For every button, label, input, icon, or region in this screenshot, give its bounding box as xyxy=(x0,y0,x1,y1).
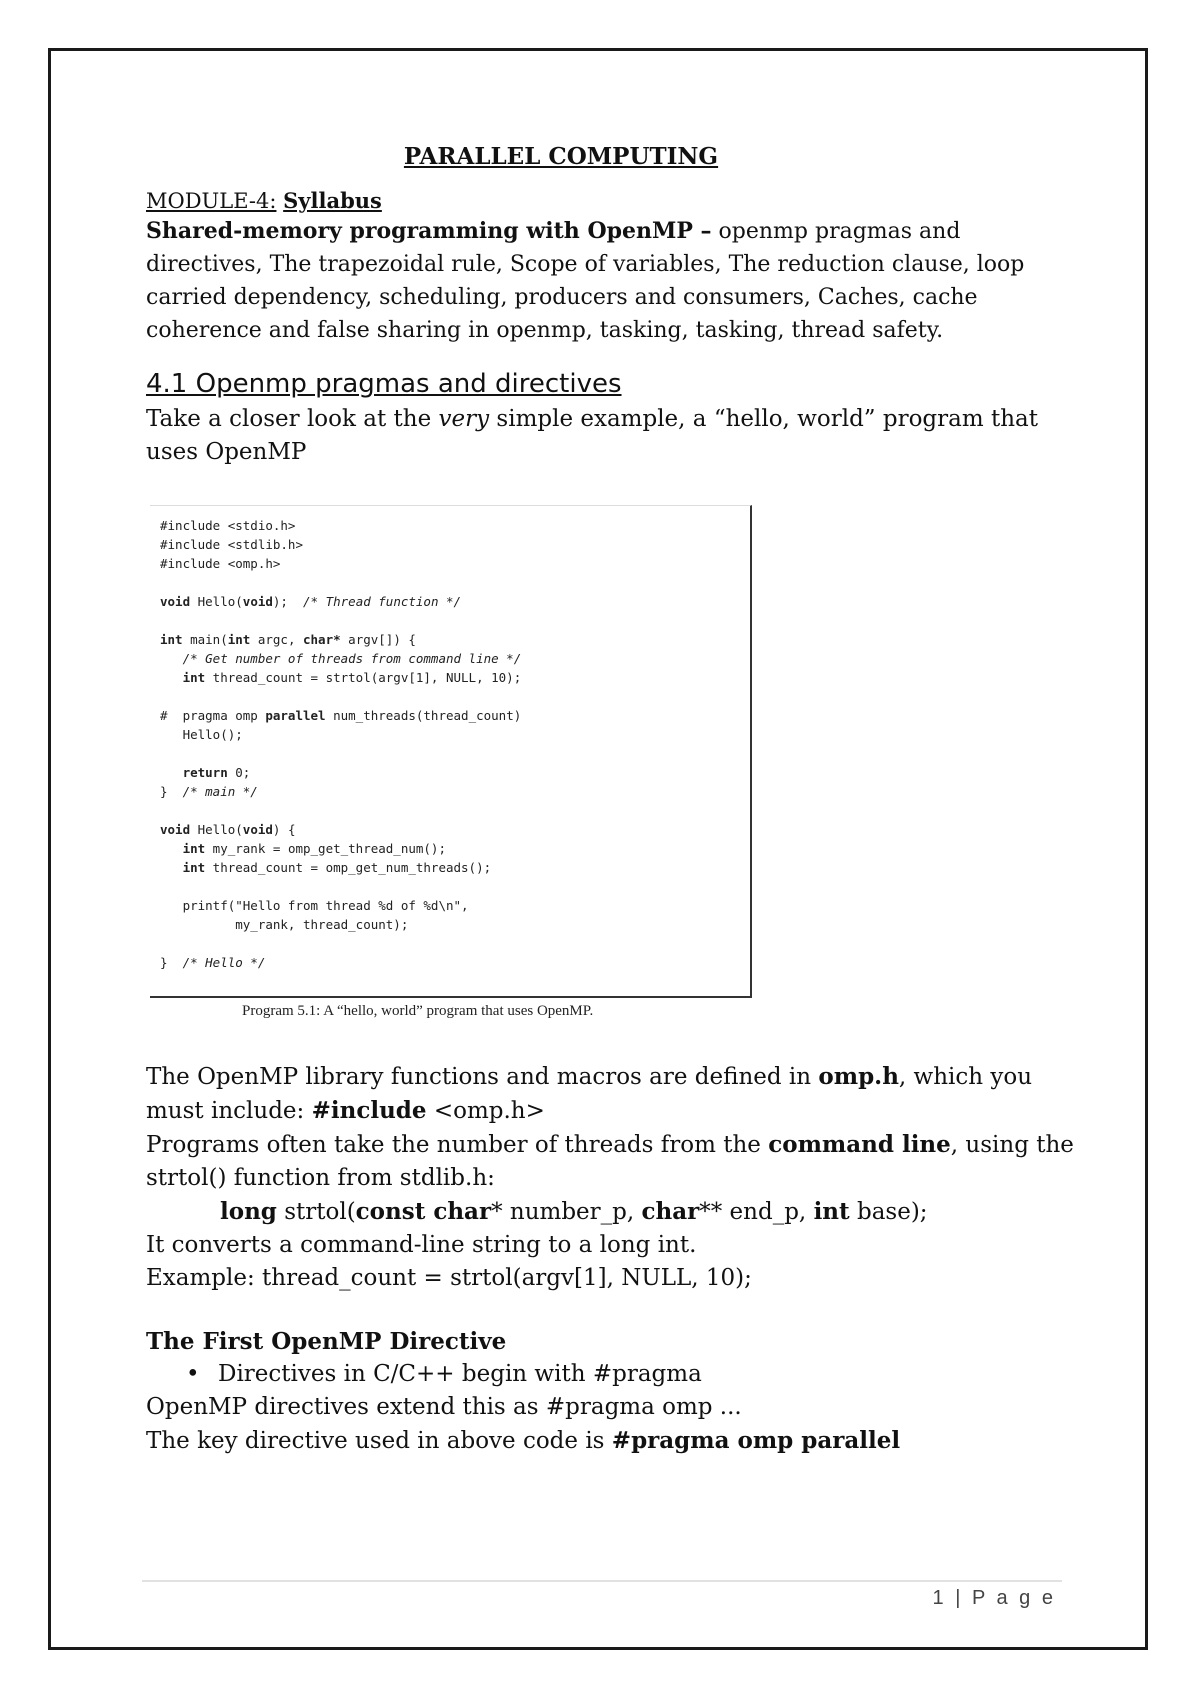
code-text: ) { xyxy=(272,822,296,837)
code-line: #include <stdio.h> xyxy=(160,518,296,533)
p1-text-c: <omp.h> xyxy=(426,1098,545,1124)
figure-caption: Program 5.1: A “hello, world” program that uses OpenMP. xyxy=(242,1003,594,1019)
sig-text-b: * number_p, xyxy=(491,1199,642,1225)
code-line: #include <stdlib.h> xyxy=(160,537,303,552)
sig-const: const char xyxy=(355,1198,492,1225)
code-comment: /* Get number of threads from command line */ xyxy=(160,651,522,666)
sig-text-a: strtol( xyxy=(276,1199,356,1225)
sig-text-d: base); xyxy=(849,1199,928,1225)
convert-paragraph: It converts a command-line string to a long int. xyxy=(146,1232,697,1258)
code-keyword: return xyxy=(160,765,228,780)
code-text: main( xyxy=(182,632,228,647)
code-comment: /* main */ xyxy=(182,784,258,799)
module-syllabus: Syllabus xyxy=(283,188,382,213)
key-directive-paragraph xyxy=(146,1424,1076,1458)
page-number: 1 xyxy=(932,1587,947,1609)
sig-long: long xyxy=(220,1198,277,1225)
syllabus-topic: Shared-memory programming with OpenMP – xyxy=(146,218,712,244)
intro-paragraph xyxy=(146,403,1076,469)
document-body xyxy=(146,140,1076,1458)
strtol-signature xyxy=(146,1195,1076,1229)
p2-text-a: Programs often take the number of threads from the xyxy=(146,1132,769,1158)
extend-paragraph: OpenMP directives extend this as #pragma omp ... xyxy=(146,1394,742,1420)
code-listing xyxy=(160,516,521,972)
code-line: #include <omp.h> xyxy=(160,556,281,571)
page-label: P a g e xyxy=(971,1587,1056,1609)
sig-text-c: ** end_p, xyxy=(699,1199,814,1225)
subsection-heading: The First OpenMP Directive xyxy=(146,1328,507,1355)
p1-text-a: The OpenMP library functions and macros are defined in xyxy=(146,1064,819,1090)
code-comment: /* Hello */ xyxy=(182,955,266,970)
p2-bold: command line xyxy=(768,1131,951,1158)
p1-text-b: , which you must include: xyxy=(146,1064,1033,1124)
code-text: } xyxy=(160,955,183,970)
code-keyword: void xyxy=(160,594,191,609)
bullet-icon: • xyxy=(186,1361,200,1387)
syllabus-text: openmp pragmas and directives, The trapezoidal rule, Scope of variables, The reduction clause, loop carried dependency, scheduling, producers and consumers, Caches, cache coherence and false sharing in openmp, tasking, tasking, thread safety. xyxy=(146,219,1025,343)
code-line: Hello(); xyxy=(160,727,243,742)
code-text: thread_count = omp_get_num_threads(); xyxy=(205,860,492,875)
page-footer xyxy=(933,1587,1056,1610)
p2-text-b: , using the strtol() function from stdlib.h: xyxy=(146,1132,1074,1191)
p6-text: The key directive used in above code is xyxy=(146,1428,612,1454)
body-block xyxy=(146,1060,1076,1458)
module-label: MODULE-4: xyxy=(146,189,277,213)
intro-text-b: simple example, a “hello, world” program that uses OpenMP xyxy=(146,406,1038,465)
example-paragraph: Example: thread_count = strtol(argv[1], NULL, 10); xyxy=(146,1265,752,1291)
footer-divider xyxy=(142,1580,1062,1582)
intro-emphasis: very xyxy=(438,406,490,432)
strtol-paragraph xyxy=(146,1128,1076,1195)
p1-bold-include: #include xyxy=(311,1097,427,1124)
code-text: argc, xyxy=(250,632,303,647)
code-keyword: int xyxy=(160,841,206,856)
section-heading: 4.1 Openmp pragmas and directives xyxy=(146,369,622,399)
code-text: 0; xyxy=(227,765,251,780)
page-title: PARALLEL COMPUTING xyxy=(403,143,719,170)
syllabus-paragraph xyxy=(146,215,1076,347)
code-text: my_rank = omp_get_thread_num(); xyxy=(205,841,446,856)
bullet-text: Directives in C/C++ begin with #pragma xyxy=(218,1361,702,1387)
list-item xyxy=(146,1358,1076,1391)
code-line: printf("Hello from thread %d of %d\n", xyxy=(160,898,469,913)
code-keyword: void xyxy=(160,822,191,837)
code-keyword: parallel xyxy=(265,708,326,723)
code-text: argv[]) { xyxy=(340,632,416,647)
code-figure xyxy=(150,505,752,998)
sig-int: int xyxy=(813,1198,850,1225)
p6-bold: #pragma omp parallel xyxy=(611,1427,901,1454)
code-text: ); xyxy=(272,594,304,609)
code-text: Hello( xyxy=(190,594,243,609)
module-heading xyxy=(146,187,1076,215)
code-text: thread_count = strtol(argv[1], NULL, 10); xyxy=(205,670,522,685)
code-keyword: int xyxy=(160,670,206,685)
code-keyword: void xyxy=(242,822,273,837)
code-text: } xyxy=(160,784,183,799)
code-comment: /* Thread function */ xyxy=(303,594,462,609)
code-keyword: int xyxy=(227,632,251,647)
code-text: # pragma omp xyxy=(160,708,266,723)
code-text: num_threads(thread_count) xyxy=(325,708,522,723)
code-text: Hello( xyxy=(190,822,243,837)
p1-bold: omp.h xyxy=(818,1063,899,1090)
code-keyword: int xyxy=(160,860,206,875)
sig-char: char xyxy=(641,1198,700,1225)
code-keyword: int xyxy=(160,632,183,647)
page-separator: | xyxy=(955,1587,964,1609)
omp-h-paragraph xyxy=(146,1060,1076,1128)
intro-text-a: Take a closer look at the xyxy=(146,406,439,432)
code-keyword: void xyxy=(242,594,273,609)
code-keyword: char* xyxy=(303,632,341,647)
code-line: my_rank, thread_count); xyxy=(160,917,409,932)
